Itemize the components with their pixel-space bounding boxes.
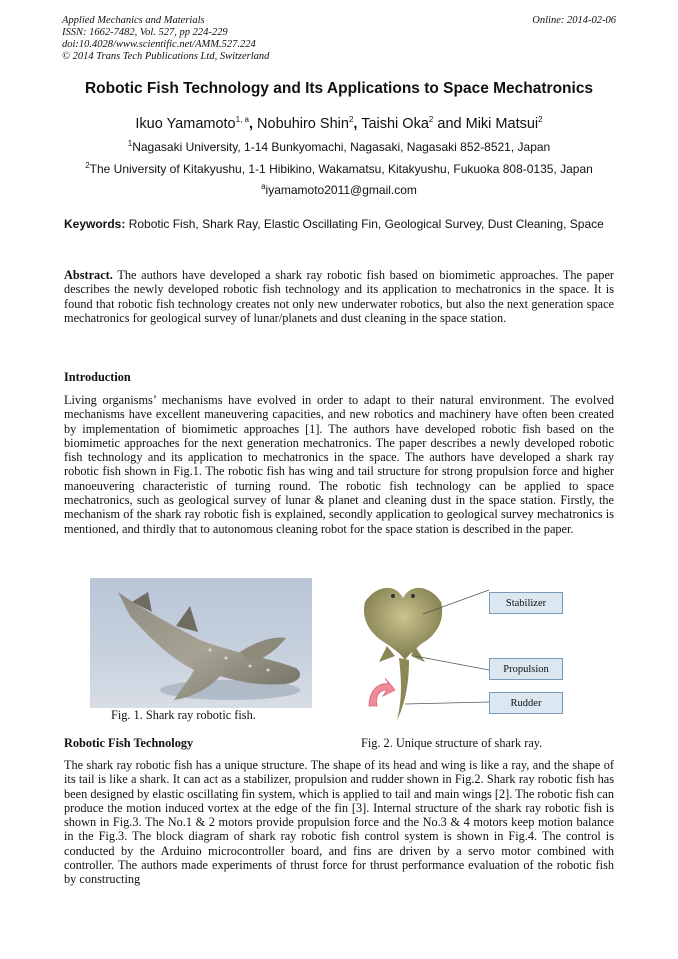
abstract: Abstract. The authors have developed a shark ray robotic fish based on biomimetic approaches. The paper describes the newly developed robotic fish technology and its application to mechatronics in the space. It is found that robotic fish technology creates not only new underwater robotics, but also the next generation space mechatronics for geological survey of lunar/planets and dust cleaning in the space station. bbox=[64, 268, 614, 326]
journal-header bbox=[62, 15, 269, 63]
copyright-line: © 2014 Trans Tech Publications Ltd, Switzerland bbox=[62, 51, 270, 62]
journal-name: Applied Mechanics and Materials bbox=[62, 15, 205, 26]
rudder-label: Rudder bbox=[489, 692, 563, 714]
figure-2-diagram bbox=[355, 578, 580, 728]
author-email: $^a$iyamamoto2011@gmail.com bbox=[261, 182, 417, 197]
figure-1-caption: Fig. 1. Shark ray robotic fish. bbox=[111, 708, 256, 722]
keywords: Keywords: Robotic Fish, Shark Ray, Elastic Oscillating Fin, Geological Survey, Dust Cleaning, Space bbox=[64, 217, 604, 231]
author-list: Ikuo Yamamoto$^{1, a}$, Nobuhiro Shin$^2$, Taishi Oka$^2$ and Miki Matsui$^2$ bbox=[135, 115, 543, 132]
figure-2-caption: Fig. 2. Unique structure of shark ray. bbox=[361, 736, 543, 750]
author-name: Ikuo Yamamoto bbox=[135, 115, 236, 132]
paper-title: Robotic Fish Technology and Its Applications to Space Mechatronics bbox=[84, 80, 594, 97]
author-name: Taishi Oka bbox=[361, 115, 429, 132]
section-heading-robotic-fish: Robotic Fish Technology bbox=[64, 736, 194, 750]
stabilizer-label: Stabilizer bbox=[489, 592, 563, 614]
author-name: Nobuhiro Shin bbox=[257, 115, 349, 132]
affiliation-2: $^2$The University of Kitakyushu, 1-1 Hibikino, Wakamatsu, Kitakyushu, Fukuoka 808-0135, Japan bbox=[85, 161, 593, 176]
robotic-fish-text: The shark ray robotic fish has a unique structure. The shape of its head and wing is like a ray, and the shape of its tail is like a shark. It can act as a stabilizer, propulsion and rudder shown in Fig.2. Shark ray robotic fish has been designed by elastic oscillating fin system, which is applied to tail and main wings [2]. The robotic fish can produce the motion induced vortex at the edge of the fin [3]. Internal structure of the shark ray robotic fish is shown in Fig.3. The No.1 & 2 motors provide propulsion force and the No.3 & 4 motors keep motion balance in the Fig.3. The block diagram of shark ray robotic fish control system is shown in Fig.4. The control is conducted by the Arduino microcontroller board, and fins are driven by a servo motor combined with controller. The authors made experiments of thrust force for thrust performance evaluation of the robotic fish by constructing bbox=[64, 758, 614, 887]
online-date: Online: 2014-02-06 bbox=[532, 15, 616, 26]
issn-line: ISSN: 1662-7482, Vol. 527, pp 224-229 bbox=[62, 27, 228, 38]
author-name: Miki Matsui bbox=[465, 115, 539, 132]
propulsion-label: Propulsion bbox=[489, 658, 563, 680]
affiliation-1: $^1$Nagasaki University, 1-14 Bunkyomachi, Nagasaki, Nagasaki 852-8521, Japan bbox=[127, 139, 551, 154]
doi-line: doi:10.4028/www.scientific.net/AMM.527.224 bbox=[62, 39, 256, 50]
figure-1-photo bbox=[90, 578, 312, 708]
introduction-text: Living organisms’ mechanisms have evolved in order to adapt to their natural environment. The evolved mechanisms have excellent maneuvering capacities, and new robotics and machinery have often been created by implementation of biomimetic approaches [1]. The authors have developed robotic fish based on the biomimetic approaches for the next generation mechatronics. The paper describes a newly developed robotic fish technology and its application to mechatronics in the space. The authors have developed a shark ray robotic fish shown in Fig.1. The robotic fish has wing and tail structure for strong propulsion force and higher manoeuvering characteristic of turning round. The robotic fish technology can be applied to space mechatronics, such as geological survey of lunar & planet and cleaning dust in the space station. Firstly, the mechanism of the shark ray robotic fish is explained, secondly application to geological survey mechatronics is mentioned, and thirdly that to autonomous cleaning robot for the space station is described in the paper. bbox=[64, 393, 614, 536]
section-heading-introduction: Introduction bbox=[64, 370, 131, 384]
